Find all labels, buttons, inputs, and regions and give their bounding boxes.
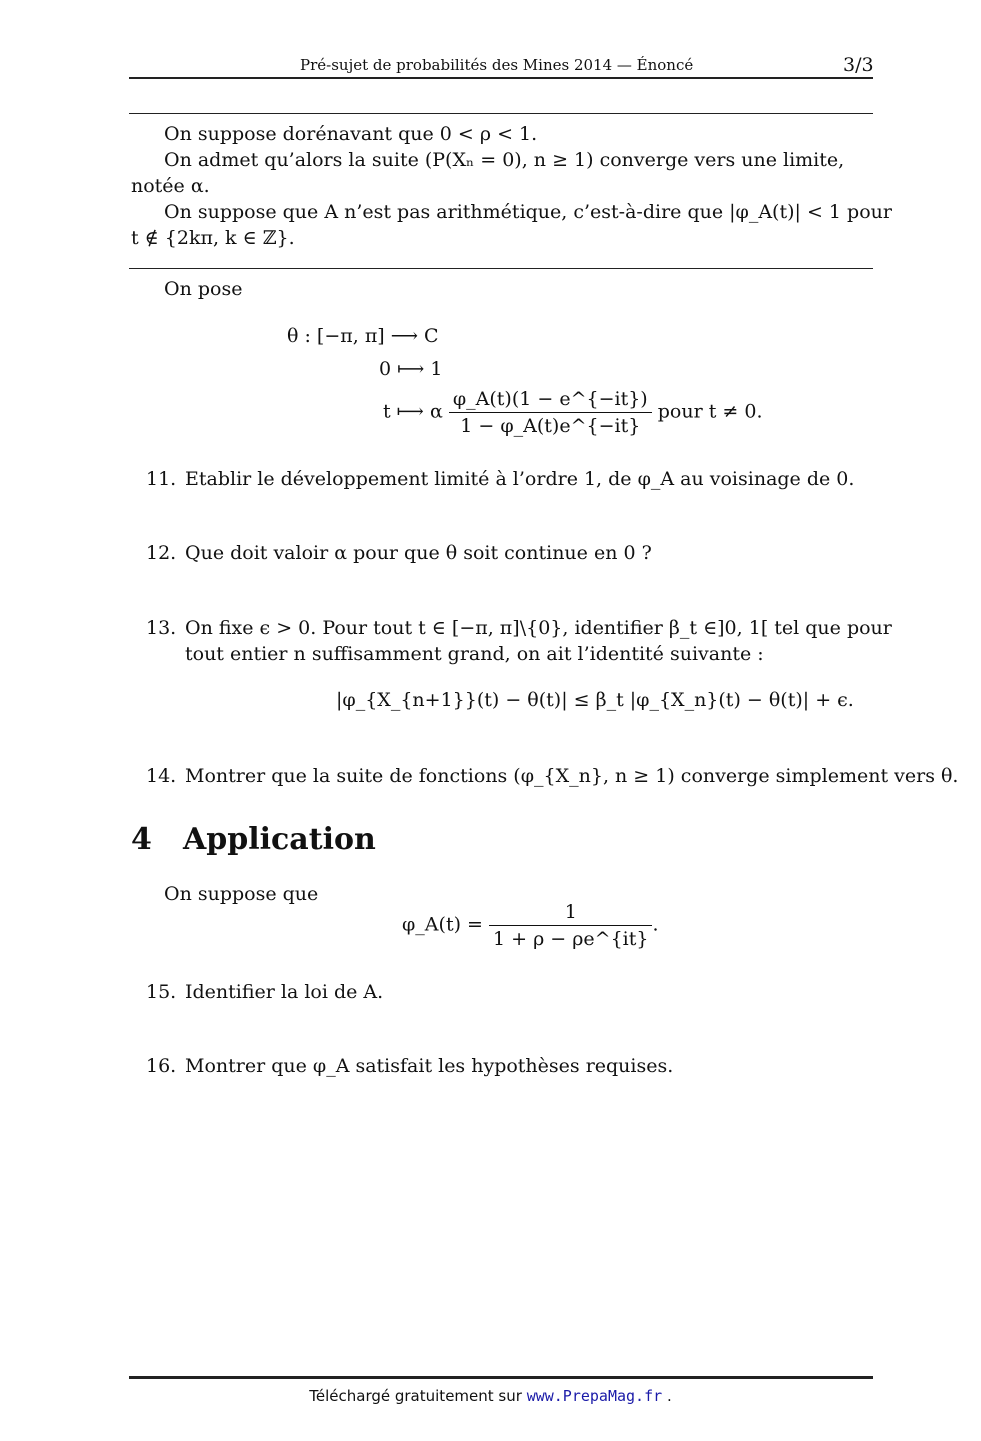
theta-fraction [449, 388, 652, 437]
theta-map-zero: 0 ⟼ 1 [379, 358, 443, 380]
phi-fraction-numerator: 1 [489, 901, 652, 926]
footer [0, 1387, 981, 1405]
section-heading [131, 822, 376, 857]
question-16-number: 16. [146, 1055, 177, 1077]
phi-formula-lhs: φ_A(t) = [402, 913, 483, 936]
hypothesis-rho: On suppose dorénavant que 0 < ρ < 1. [164, 123, 538, 145]
hypothesis-limit-cont: notée α. [131, 175, 210, 197]
question-16-text: Montrer que φ_A satisfait les hypothèses requises. [185, 1055, 674, 1077]
hypotheses-bottom-rule [129, 268, 873, 269]
hypotheses-top-rule [129, 113, 873, 114]
question-13-text-cont: tout entier n suffisamment grand, on ait l’identité suivante : [185, 643, 764, 665]
header-rule [129, 77, 873, 79]
section-number: 4 [131, 822, 152, 857]
page-number: 3/3 [843, 54, 874, 76]
footer-end: . [666, 1387, 672, 1405]
footer-link[interactable]: www.PrepaMag.fr [526, 1387, 663, 1405]
question-12-text: Que doit valoir α pour que θ soit continue en 0 ? [185, 542, 652, 564]
question-12-number: 12. [146, 542, 177, 564]
question-14-text: Montrer que la suite de fonctions (φ_{X_n}, n ≥ 1) converge simplement vers θ. [185, 765, 959, 787]
footer-text: Téléchargé gratuitement sur [309, 1387, 522, 1405]
footer-rule [129, 1376, 873, 1379]
question-15-number: 15. [146, 981, 177, 1003]
theta-map-t [383, 388, 763, 437]
phi-fraction-denominator: 1 + ρ − ρe^{it} [493, 928, 649, 950]
theta-map-head: θ : [−π, π] ⟶ C [287, 325, 439, 347]
theta-map-t-suffix: pour t ≠ 0. [657, 400, 763, 423]
theta-fraction-denominator: 1 − φ_A(t)e^{−it} [460, 415, 641, 437]
hypothesis-arithmetic-cont: t ∉ {2kπ, k ∈ ℤ}. [131, 227, 295, 249]
hypothesis-limit: On admet qu’alors la suite (P(Xₙ = 0), n ≥ 1) converge vers une limite, [164, 149, 845, 171]
definition-intro: On pose [164, 278, 243, 300]
question-14-number: 14. [146, 765, 177, 787]
theta-map-t-prefix: t ⟼ α [383, 400, 443, 423]
question-11-text: Etablir le développement limité à l’ordre 1, de φ_A au voisinage de 0. [185, 468, 855, 490]
question-13-formula: |φ_{X_{n+1}}(t) − θ(t)| ≤ β_t |φ_{X_n}(t) − θ(t)| + ϵ. [336, 689, 854, 711]
phi-formula: φ_A(t) = $\frac{1}{1 + \rho - \rho e\^{}\{it\}}$ . [402, 901, 659, 950]
section-title: Application [183, 822, 376, 857]
phi-fraction [489, 901, 652, 950]
hypothesis-arithmetic: On suppose que A n’est pas arithmétique, c’est-à-dire que |φ_A(t)| < 1 pour [164, 201, 892, 223]
question-15-text: Identifier la loi de A. [185, 981, 384, 1003]
section-intro: On suppose que [164, 883, 319, 905]
question-11-number: 11. [146, 468, 177, 490]
running-header-title: Pré-sujet de probabilités des Mines 2014 — Énoncé [300, 56, 694, 74]
question-13-number: 13. [146, 617, 177, 639]
question-13-text: On fixe ϵ > 0. Pour tout t ∈ [−π, π]\{0}, identifier β_t ∈]0, 1[ tel que pour [185, 617, 892, 639]
theta-fraction-numerator: φ_A(t)(1 − e^{−it}) [449, 388, 652, 413]
